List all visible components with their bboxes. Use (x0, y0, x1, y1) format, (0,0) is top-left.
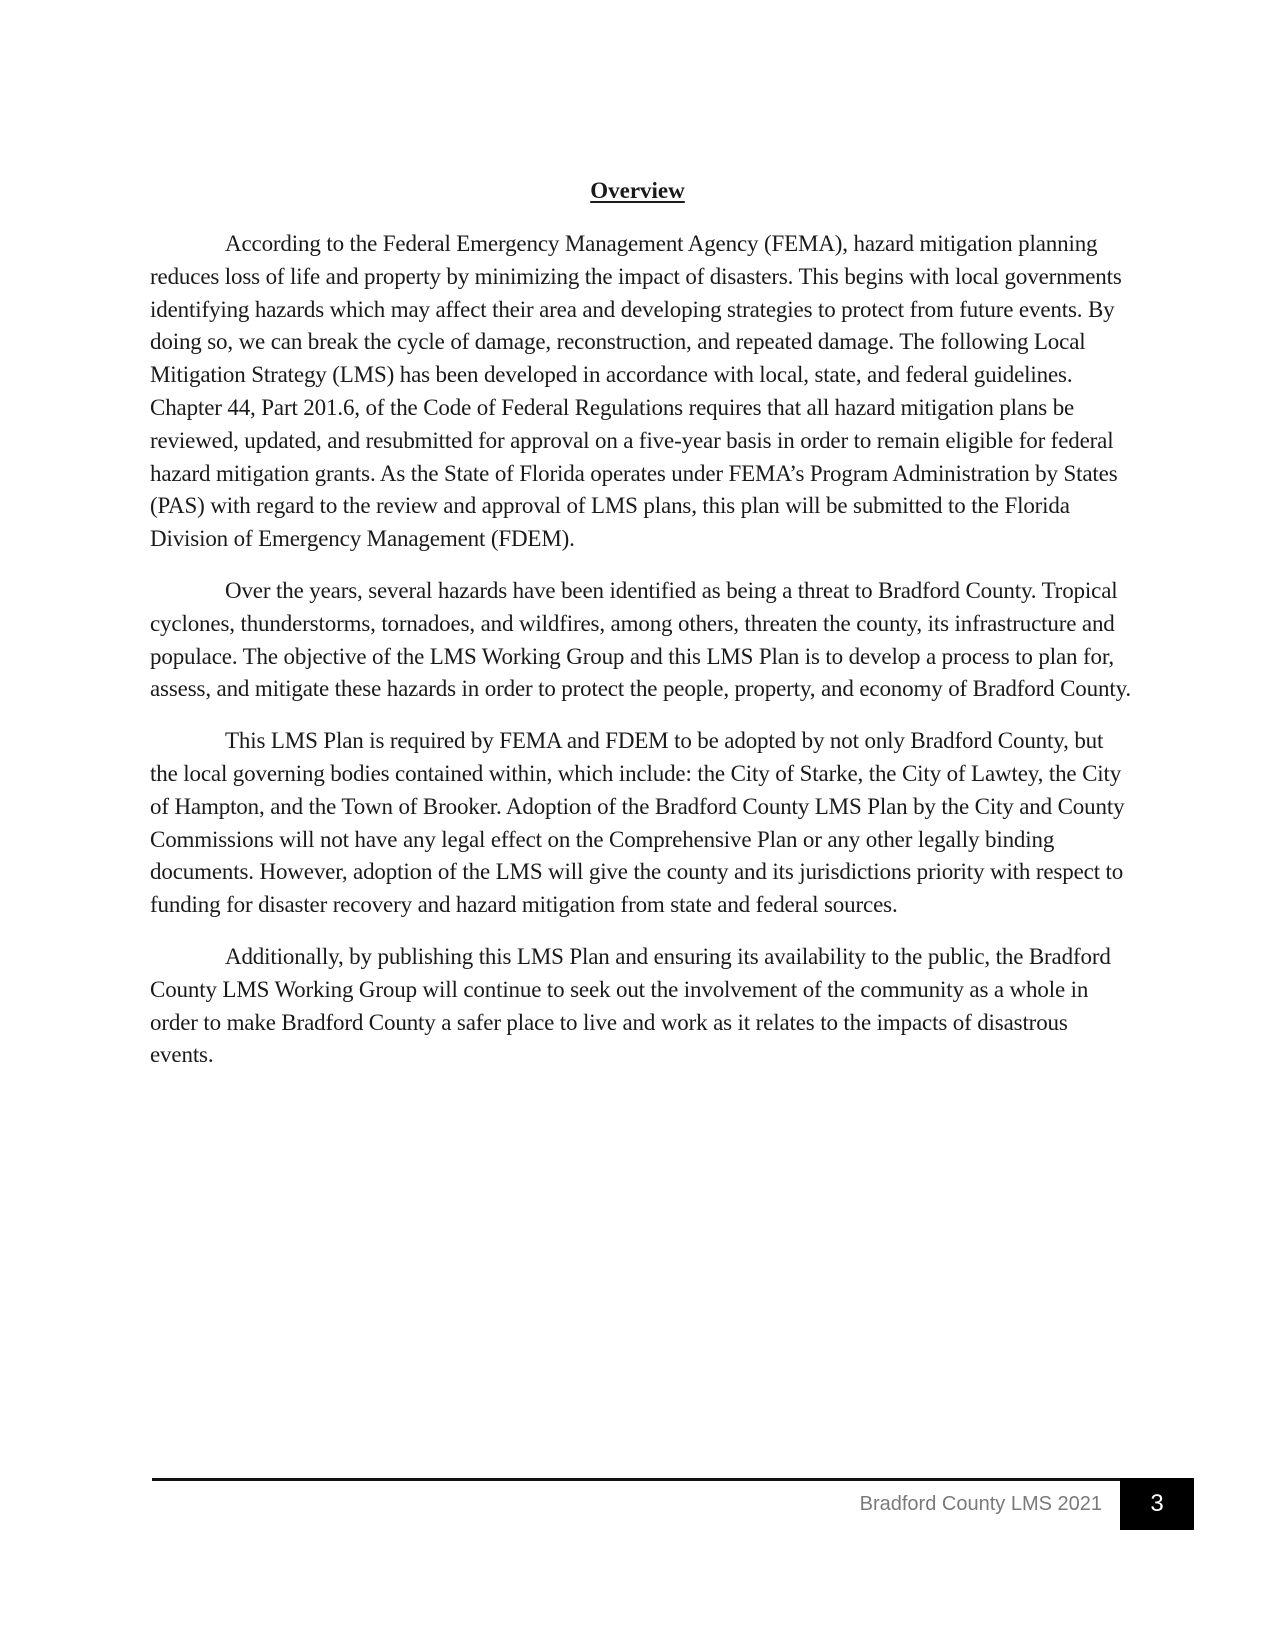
paragraph-public-availability: Additionally, by publishing this LMS Plan and ensuring its availability to the public, the Bradford County LMS Working Group will continue to seek out the involvement of the community as a whole in order to make Bradford County a safer place to live and work as it relates to the impacts of disastrous events. (150, 943, 1111, 1068)
paragraph-hazards: Over the years, several hazards have been identified as being a threat to Bradford County. Tropical cyclones, thunderstorms, tornadoes, and wildfires, among others, threaten the county, its infrastructure and populace. The objective of the LMS Working Group and this LMS Plan is to develop a process to plan for, assess, and mitigate these hazards in order to protect the people, property, and economy of Bradford County. (150, 577, 1132, 702)
page-number: 3 (1120, 1478, 1194, 1530)
paragraph-fema-overview: According to the Federal Emergency Management Agency (FEMA), hazard mitigation planning reduces loss of life and property by minimizing the impact of disasters. This begins with local governments identifying hazards which may affect their area and developing strategies to protect from future events. By doing so, we can break the cycle of damage, reconstruction, and repeated damage. The following Local Mitigation Strategy (LMS) has been developed in accordance with local, state, and federal guidelines. Chapter 44, Part 201.6, of the Code of Federal Regulations requires that all hazard mitigation plans be reviewed, updated, and resubmitted for approval on a five-year basis in order to remain eligible for federal hazard mitigation grants. As the State of Florida operates under FEMA’s Program Administration by States (PAS) with regard to the review and approval of LMS plans, this plan will be submitted to the Florida Division of Emergency Management (FDEM). (150, 231, 1122, 552)
footer-divider (152, 1478, 1194, 1481)
page-title: Overview (590, 178, 685, 203)
paragraph-adoption: This LMS Plan is required by FEMA and FDEM to be adopted by not only Bradford County, but the local governing bodies contained within, which include: the City of Starke, the City of Lawtey, the City of Hampton, and the Town of Brooker. Adoption of the Bradford County LMS Plan by the City and County Commissions will not have any legal effect on the Comprehensive Plan or any other legally binding documents. However, adoption of the LMS will give the county and its jurisdictions priority with respect to funding for disaster recovery and hazard mitigation from state and federal sources. (150, 728, 1125, 918)
body-text (150, 228, 1132, 1091)
footer-document-label: Bradford County LMS 2021 (859, 1493, 1102, 1515)
